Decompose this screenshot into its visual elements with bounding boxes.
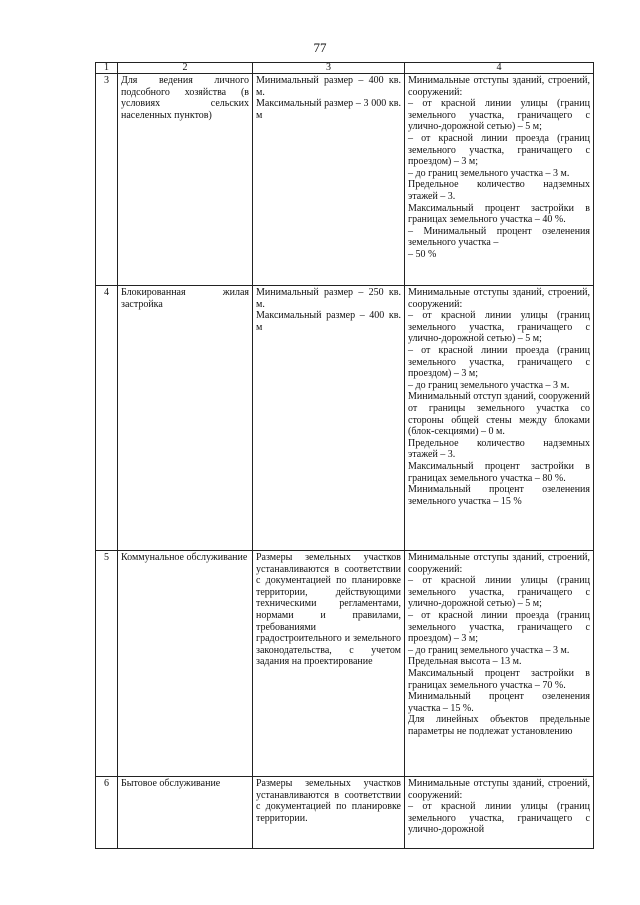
parameter-line: – от красной линии проезда (границ земельного участка, граничащего с проездом) – 3 м; <box>408 609 590 645</box>
plot-size-text: Минимальный размер – 400 кв. м. <box>256 75 401 98</box>
parameter-line: – от красной линии улицы (границ земельного участка, граничащего с улично-дорожной <box>408 801 590 836</box>
parameter-line: Максимальный процент застройки в границах земельного участка – 80 %. <box>408 460 590 484</box>
land-use-type: Блокированная жилая застройка <box>118 286 253 551</box>
plot-size-cell <box>253 74 405 286</box>
plot-size-text: Размеры земельных участков устанавливаются в соответствии с документацией по планировке территории, действующими техническими регламентами, нормами и правилами, требованиями градостроительного и земельного законодательства, с учетом задания на проектирование <box>256 552 401 668</box>
parameters-cell <box>405 286 594 551</box>
parameters-cell <box>405 551 594 777</box>
parameter-line: Максимальный процент застройки в границах земельного участка – 40 %. <box>408 202 590 226</box>
plot-size-text: Максимальный размер – 3 000 кв. м <box>256 98 401 121</box>
plot-size-cell <box>253 286 405 551</box>
parameter-line: Для линейных объектов предельные параметры не подлежат установлению <box>408 714 590 737</box>
row-number: 4 <box>96 286 118 551</box>
parameter-line: Минимальные отступы зданий, строений, сооружений: <box>408 75 590 98</box>
land-use-type: Для ведения личного подсобного хозяйства (в условиях сельских населенных пунктов) <box>118 74 253 286</box>
row-number: 6 <box>96 777 118 849</box>
parameter-line: Предельная высота – 13 м. <box>408 656 522 668</box>
parameter-line: – до границ земельного участка – 3 м. <box>408 167 570 179</box>
parameter-line: – до границ земельного участка – 3 м. <box>408 644 570 656</box>
parameter-line: Минимальные отступы зданий, строений, сооружений: <box>408 287 590 310</box>
parameters-cell <box>405 74 594 286</box>
column-number-3: 3 <box>253 63 405 74</box>
parameter-line: Предельное количество надземных этажей – 3. <box>408 437 590 461</box>
parameter-line: – от красной линии проезда (границ земельного участка, граничащего с проездом) – 3 м; <box>408 344 590 380</box>
parameter-line: Предельное количество надземных этажей – 3. <box>408 179 590 202</box>
plot-size-text: Максимальный размер – 400 кв. м <box>256 310 401 333</box>
plot-size-cell <box>253 551 405 777</box>
parameter-line: – 50 % <box>408 248 437 260</box>
parameter-line: – от красной линии улицы (границ земельного участка, граничащего с улично-дорожной сетью) – 5 м; <box>408 310 590 345</box>
plot-size-cell <box>253 777 405 849</box>
parameter-line: – от красной линии улицы (границ земельного участка, граничащего с улично-дорожной сетью) – 5 м; <box>408 575 590 610</box>
parameter-line: – от красной линии улицы (границ земельного участка, граничащего с улично-дорожной сетью) – 5 м; <box>408 98 590 133</box>
parameter-line: – до границ земельного участка – 3 м. <box>408 379 570 391</box>
table-row <box>96 551 594 777</box>
page-number: 77 <box>313 40 327 55</box>
land-use-type: Коммунальное обслуживание <box>118 551 253 777</box>
parameter-line: – Минимальный процент озеленения земельного участка – <box>408 225 590 249</box>
table-row <box>96 777 594 849</box>
parameter-line: Максимальный процент застройки в границах земельного участка – 70 %. <box>408 667 590 691</box>
row-number: 5 <box>96 551 118 777</box>
column-number-2: 2 <box>118 63 253 74</box>
parameter-line: Минимальные отступы зданий, строений, сооружений: <box>408 778 590 801</box>
parameter-line: Минимальный процент озеленения земельного участка – 15 % <box>408 484 590 507</box>
column-number-4: 4 <box>405 63 594 74</box>
header-row <box>96 63 594 74</box>
table-row <box>96 74 594 286</box>
land-use-type: Бытовое обслуживание <box>118 777 253 849</box>
zoning-parameters-table <box>95 62 594 849</box>
parameter-line: Минимальный отступ зданий, сооружений от границы земельного участка со стороны общей стены между блоками (блок-секциями) – 0 м. <box>408 391 590 438</box>
parameter-line: Минимальный процент озеленения участка – 15 %. <box>408 691 590 714</box>
row-number: 3 <box>96 74 118 286</box>
parameter-line: – от красной линии проезда (границ земельного участка, граничащего с проездом) – 3 м; <box>408 132 590 168</box>
parameter-line: Минимальные отступы зданий, строений, сооружений: <box>408 552 590 575</box>
plot-size-text: Размеры земельных участков устанавливаются в соответствии с документацией по планировке территории. <box>256 778 401 824</box>
column-number-1: 1 <box>96 63 118 74</box>
table-row <box>96 286 594 551</box>
plot-size-text: Минимальный размер – 250 кв. м. <box>256 287 401 310</box>
parameters-cell <box>405 777 594 849</box>
